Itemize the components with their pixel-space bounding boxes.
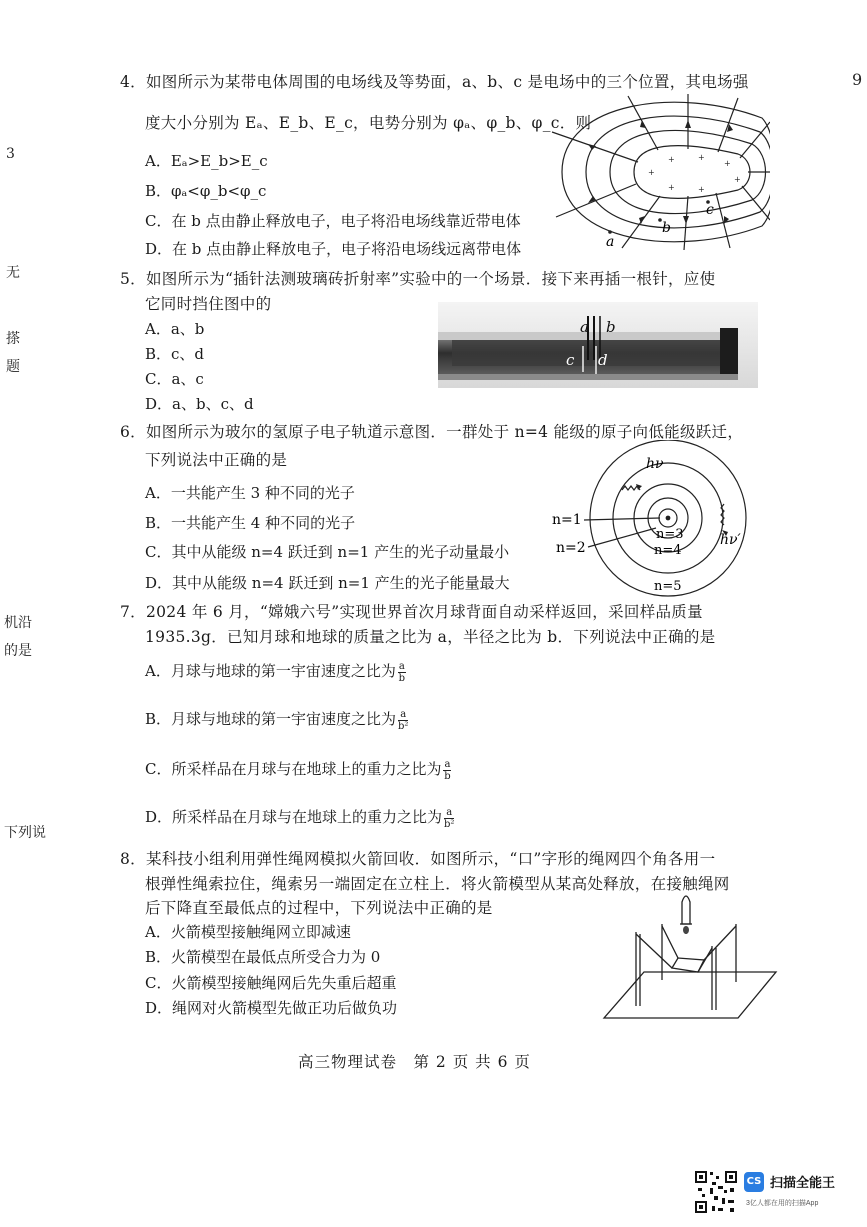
q8-option-d: D．绳网对火箭模型先做正功后做负功 [145,999,398,1017]
q5-stem-line2: 它同时挡住图中的 [145,295,272,313]
q5-option-c: C．a、c [145,370,204,388]
q8-option-b: B．火箭模型在最低点所受合力为 0 [145,948,381,966]
q6-label-n3: n=3 [656,527,684,542]
page-edge-number: 9 [852,70,863,89]
q4-stem-line2: 度大小分别为 Eₐ、E_b、E_c，电势分别为 φₐ、φ_b、φ_c．则 [145,114,592,132]
q6-label-n5: n=5 [654,579,682,594]
svg-text:+: + [668,155,675,164]
q6-stem-line2: 下列说法中正确的是 [145,451,288,469]
margin-fragment: 搽 [6,331,20,347]
q5-option-b: B．c、d [145,345,205,363]
q4-label-b: b [662,220,671,236]
q6-option-a: A．一共能产生 3 种不同的光子 [145,484,355,502]
q7-option-a-fraction [398,661,406,684]
q8-rocket-net-figure [600,888,778,1022]
q6-label-hv-prime: hν′ [720,532,741,548]
q7-option-b-fraction [398,709,408,732]
margin-fragment: 题 [6,359,20,375]
q5-stem-line1: 5．如图所示为“插针法测玻璃砖折射率”实验中的一个场景．接下来再插一根针，应使 [120,270,716,288]
svg-text:+: + [734,175,741,184]
svg-text:+: + [648,168,655,177]
q4-option-c: C．在 b 点由静止释放电子，电子将沿电场线靠近带电体 [145,212,521,230]
q7-option-b [145,708,408,732]
fraction-denominator: b [398,672,406,684]
fraction-denominator: b² [398,720,409,732]
margin-fragment: 的是 [4,643,32,659]
q6-label-n1: n=1 [552,512,582,528]
q7-option-d-fraction [444,807,454,830]
margin-fragment: 无 [6,265,20,281]
fraction-numerator: a [398,660,405,672]
fraction-numerator: a [444,758,451,770]
svg-text:+: + [698,153,705,162]
q4-stem-line1: 4．如图所示为某带电体周围的电场线及等势面，a、b、c 是电场中的三个位置，其电场强 [120,73,749,91]
svg-text:+: + [698,185,705,194]
q4-field-figure [548,92,770,252]
q8-option-c: C．火箭模型接触绳网后先失重后超重 [145,974,397,992]
q4-option-a: A．Eₐ>E_b>E_c [145,152,268,170]
svg-text:+: + [668,183,675,192]
q6-bohr-orbit-figure [548,440,758,600]
q5-label-c: c [566,351,575,369]
q6-option-d: D．其中从能级 n=4 跃迁到 n=1 产生的光子能量最大 [145,574,510,592]
q4-label-c: c [706,202,714,218]
q7-option-b-text: B．月球与地球的第一宇宙速度之比为 [145,710,397,728]
q6-option-b: B．一共能产生 4 种不同的光子 [145,514,356,532]
fraction-numerator: a [398,709,408,721]
q5-label-d: d [598,351,608,369]
q8-option-a: A．火箭模型接触绳网立即减速 [145,923,351,941]
q7-option-d-text: D．所采样品在月球与在地球上的重力之比为 [145,808,443,826]
qr-code [694,1170,738,1214]
q7-option-c-text: C．所采样品在月球与在地球上的重力之比为 [145,760,442,778]
q8-stem-line3: 后下降直至最低点的过程中，下列说法中正确的是 [145,899,493,917]
q7-option-c [145,758,451,782]
margin-fragment: 3 [6,146,15,162]
margin-fragment: 下列说 [4,825,46,841]
q5-option-a: A．a、b [145,320,205,338]
q7-stem-line2: 1935.3g．已知月球和地球的质量之比为 a，半径之比为 b．下列说法中正确的是 [145,628,716,646]
q5-label-a: a [580,318,589,336]
q6-label-n2: n=2 [556,540,586,556]
fraction-denominator: b [444,770,451,782]
q6-option-c: C．其中从能级 n=4 跃迁到 n=1 产生的光子动量最小 [145,543,510,561]
q5-option-d: D．a、b、c、d [145,395,254,413]
scanner-brand-tagline: 3亿人都在用的扫描App [746,1200,819,1207]
scanner-logo-icon: CS [744,1172,764,1192]
fraction-denominator: b² [444,818,455,830]
fraction-numerator: a [444,807,454,819]
scanner-brand-name: 扫描全能王 [770,1175,836,1190]
q5-glass-block-photo [438,302,758,388]
q6-label-n4: n=4 [654,543,682,558]
q7-option-a-text: A．月球与地球的第一宇宙速度之比为 [145,662,396,680]
q7-option-c-fraction [443,759,451,782]
q4-label-a: a [606,234,615,250]
q6-stem-line1: 6．如图所示为玻尔的氢原子电子轨道示意图．一群处于 n=4 能级的原子向低能级跃迁， [120,423,744,441]
q7-option-a [145,660,406,684]
q6-label-hv: hν [646,456,664,472]
svg-text:+: + [724,159,731,168]
q7-stem-line1: 7．2024 年 6 月，“嫦娥六号”实现世界首次月球背面自动采样返回，采回样品质量 [120,603,703,621]
q4-option-b: B．φₐ<φ_b<φ_c [145,182,267,200]
q7-option-d [145,806,454,830]
page-footer: 高三物理试卷 第 2 页 共 6 页 [298,1053,531,1071]
q5-label-b: b [606,318,616,336]
q4-option-d: D．在 b 点由静止释放电子，电子将沿电场线远离带电体 [145,240,522,258]
q8-stem-line1: 8．某科技小组利用弹性绳网模拟火箭回收．如图所示，“口”字形的绳网四个角各用一 [120,850,716,868]
margin-fragment: 机沿 [4,615,32,631]
q8-stem-line2: 根弹性绳索拉住，绳索另一端固定在立柱上．将火箭模型从某高处释放，在接触绳网 [145,875,730,893]
